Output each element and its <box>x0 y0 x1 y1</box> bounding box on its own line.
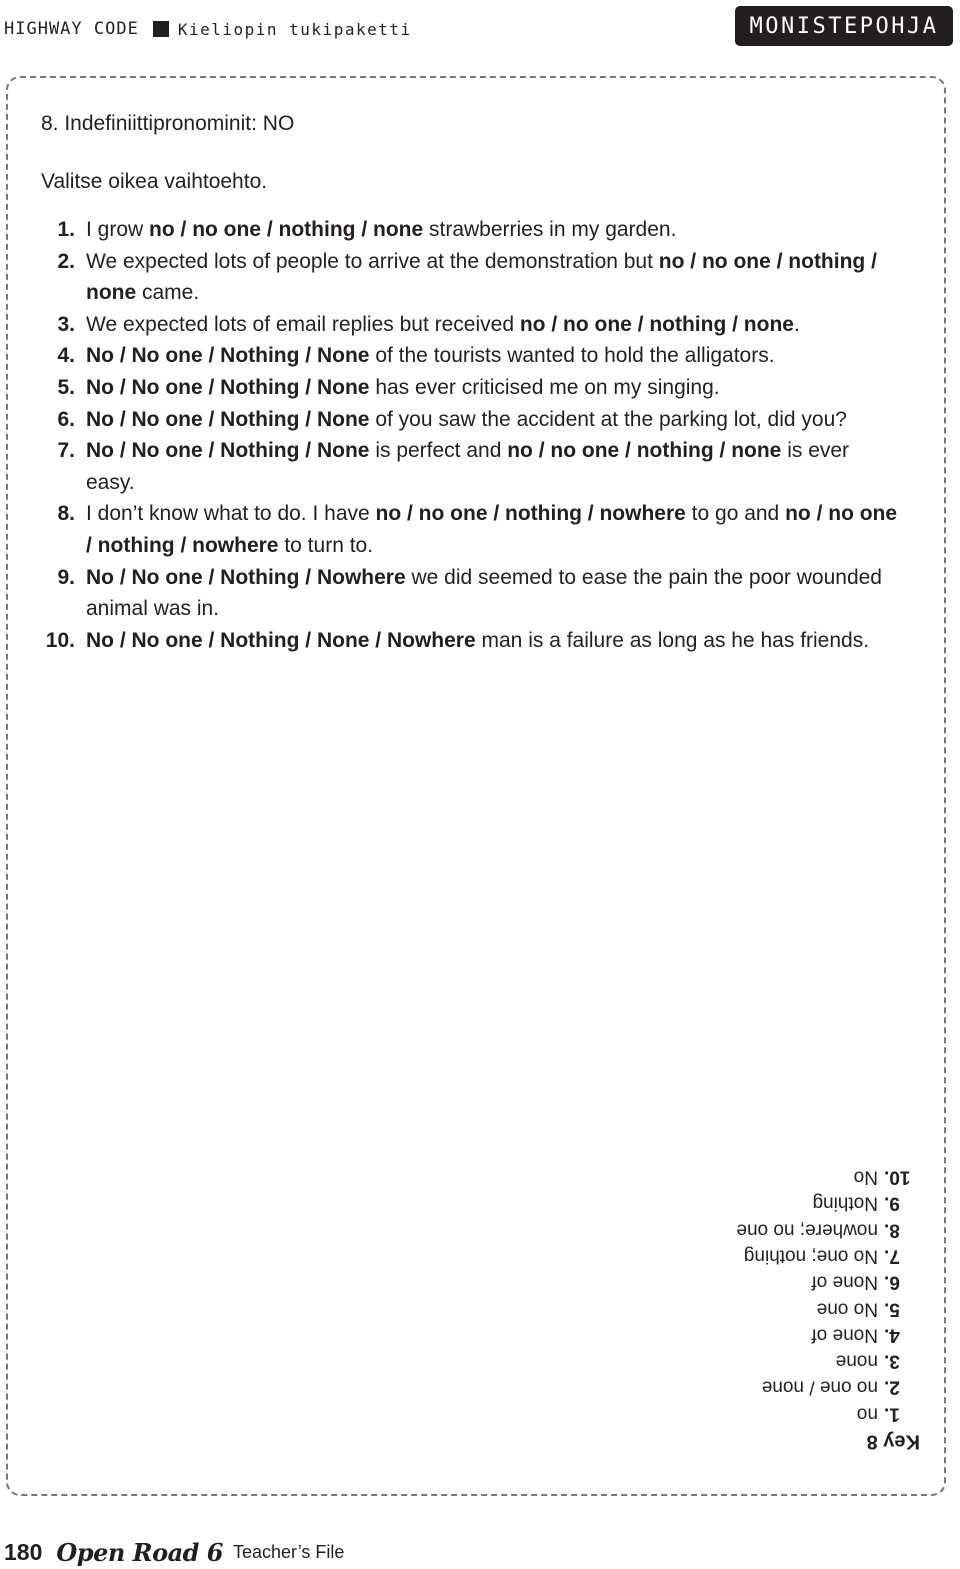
answer-key-row <box>718 1268 920 1294</box>
answer-text: no one / none <box>761 1376 878 1398</box>
sentence-text: I grow <box>86 218 150 241</box>
header-series <box>4 16 412 42</box>
answer-text: nowhere; no one <box>736 1218 878 1240</box>
sentence-text: man is a failure as long as he has friends. <box>475 628 870 652</box>
sentence-text: . <box>793 312 800 336</box>
worksheet-badge <box>735 6 953 46</box>
answer-key-row <box>718 1294 920 1320</box>
answer-key-row <box>718 1347 920 1373</box>
answer-options: No / No one / Nothing / None <box>86 407 370 431</box>
answer-number: 9. <box>884 1192 900 1214</box>
answer-text: none <box>835 1350 878 1372</box>
item-number: 3. <box>57 312 75 336</box>
answer-number: 7. <box>884 1245 900 1267</box>
answer-options: no / no one / nothing / none <box>86 249 877 305</box>
answer-options: no / no one / nothing / none <box>519 312 794 336</box>
exercise-item <box>41 404 901 436</box>
answer-text: no <box>856 1402 878 1424</box>
exercise-item <box>41 214 901 246</box>
sentence-text: I don’t know what to do. I have <box>86 502 376 526</box>
footer-label: Teacher’s File <box>232 1541 345 1562</box>
exercise-item <box>41 498 901 561</box>
sentence-text: of you saw the accident at the parking lot, did you? <box>369 407 847 431</box>
page-footer <box>4 1535 344 1569</box>
exercise-instruction <box>41 170 267 194</box>
instruction-text: Valitse oikea vaihtoehto. <box>41 170 268 193</box>
answer-options: No / No one / Nothing / None / Nowhere <box>86 628 476 652</box>
item-number: 5. <box>57 375 75 399</box>
item-number: 1. <box>57 218 75 241</box>
square-bullet-icon <box>153 21 169 37</box>
item-number: 8. <box>57 502 75 526</box>
sentence-text: is ever easy. <box>86 439 850 494</box>
answer-number: 8. <box>884 1218 900 1240</box>
answer-key <box>718 1163 920 1454</box>
answer-key-row <box>718 1373 920 1399</box>
exercise-item <box>41 562 901 625</box>
answer-text: No one <box>816 1297 878 1319</box>
answer-options: No / No one / Nothing / None <box>86 439 370 463</box>
answer-options: no / no one / nothing / nowhere <box>375 502 686 526</box>
answer-text: None of <box>811 1324 878 1346</box>
item-number: 2. <box>57 249 75 273</box>
exercise-item <box>41 340 901 372</box>
answer-text: No <box>853 1166 878 1188</box>
exercise-title-text: 8. Indefiniittipronominit: NO <box>41 112 295 135</box>
answer-options: No / No one / Nothing / None <box>86 375 370 399</box>
sentence-text: we did seemed to ease the pain the poor wounded animal was in. <box>86 565 882 621</box>
sentence-text: to turn to. <box>278 533 374 557</box>
answer-key-row <box>718 1163 920 1189</box>
exercise-list <box>41 214 901 656</box>
answer-text: None of <box>811 1271 878 1293</box>
sentence-text: has ever criticised me on my singing. <box>369 375 720 399</box>
answer-number: 6. <box>884 1271 900 1293</box>
exercise-item <box>41 372 901 404</box>
exercise-item <box>41 309 901 341</box>
answer-key-title: Key 8 <box>866 1430 920 1453</box>
answer-key-row <box>718 1189 920 1215</box>
sentence-text: to go and <box>685 502 786 526</box>
answer-number: 10. <box>884 1166 911 1188</box>
answer-text: Nothing <box>812 1192 878 1214</box>
answer-options: No / No one / Nothing / None <box>86 344 370 368</box>
sentence-text: is perfect and <box>369 439 508 463</box>
answer-number: 2. <box>884 1376 900 1398</box>
item-number: 10. <box>45 628 75 652</box>
answer-options: no / no one / nothing / none <box>149 218 424 241</box>
exercise-item <box>41 246 901 309</box>
sentence-text: We expected lots of email replies but received <box>86 312 520 336</box>
item-number: 4. <box>57 344 75 368</box>
answer-key-list <box>718 1163 920 1426</box>
series-name: HIGHWAY CODE <box>4 19 139 39</box>
answer-key-row <box>718 1216 920 1242</box>
answer-key-row <box>718 1400 920 1426</box>
exercise-item <box>41 625 901 657</box>
sentence-text: strawberries in my garden. <box>423 218 677 241</box>
exercise-item <box>41 435 901 498</box>
answer-number: 1. <box>884 1402 900 1424</box>
item-number: 9. <box>57 565 75 589</box>
answer-options: no / no one / nothing / none <box>507 439 782 463</box>
answer-number: 5. <box>884 1297 900 1319</box>
page-number: 180 <box>4 1538 43 1565</box>
answer-text: No one; nothing <box>743 1245 878 1267</box>
sentence-text: We expected lots of people to arrive at the demonstration but <box>86 249 659 273</box>
answer-number: 4. <box>884 1324 900 1346</box>
answer-options: No / No one / Nothing / Nowhere <box>86 565 406 589</box>
badge-label: MONISTEPOHJA <box>749 13 939 39</box>
exercise-title <box>41 112 294 136</box>
series-subtitle: Kieliopin tukipaketti <box>177 19 412 39</box>
answer-key-row <box>718 1242 920 1268</box>
answer-options: no / no one / nothing / nowhere <box>86 502 898 557</box>
item-number: 6. <box>57 407 75 431</box>
open-road-logo: Open Road 6 <box>56 1537 223 1567</box>
sentence-text: of the tourists wanted to hold the alligators. <box>369 344 775 368</box>
answer-number: 3. <box>884 1350 900 1372</box>
answer-key-row <box>718 1321 920 1347</box>
sentence-text: came. <box>136 281 200 305</box>
item-number: 7. <box>57 439 75 463</box>
